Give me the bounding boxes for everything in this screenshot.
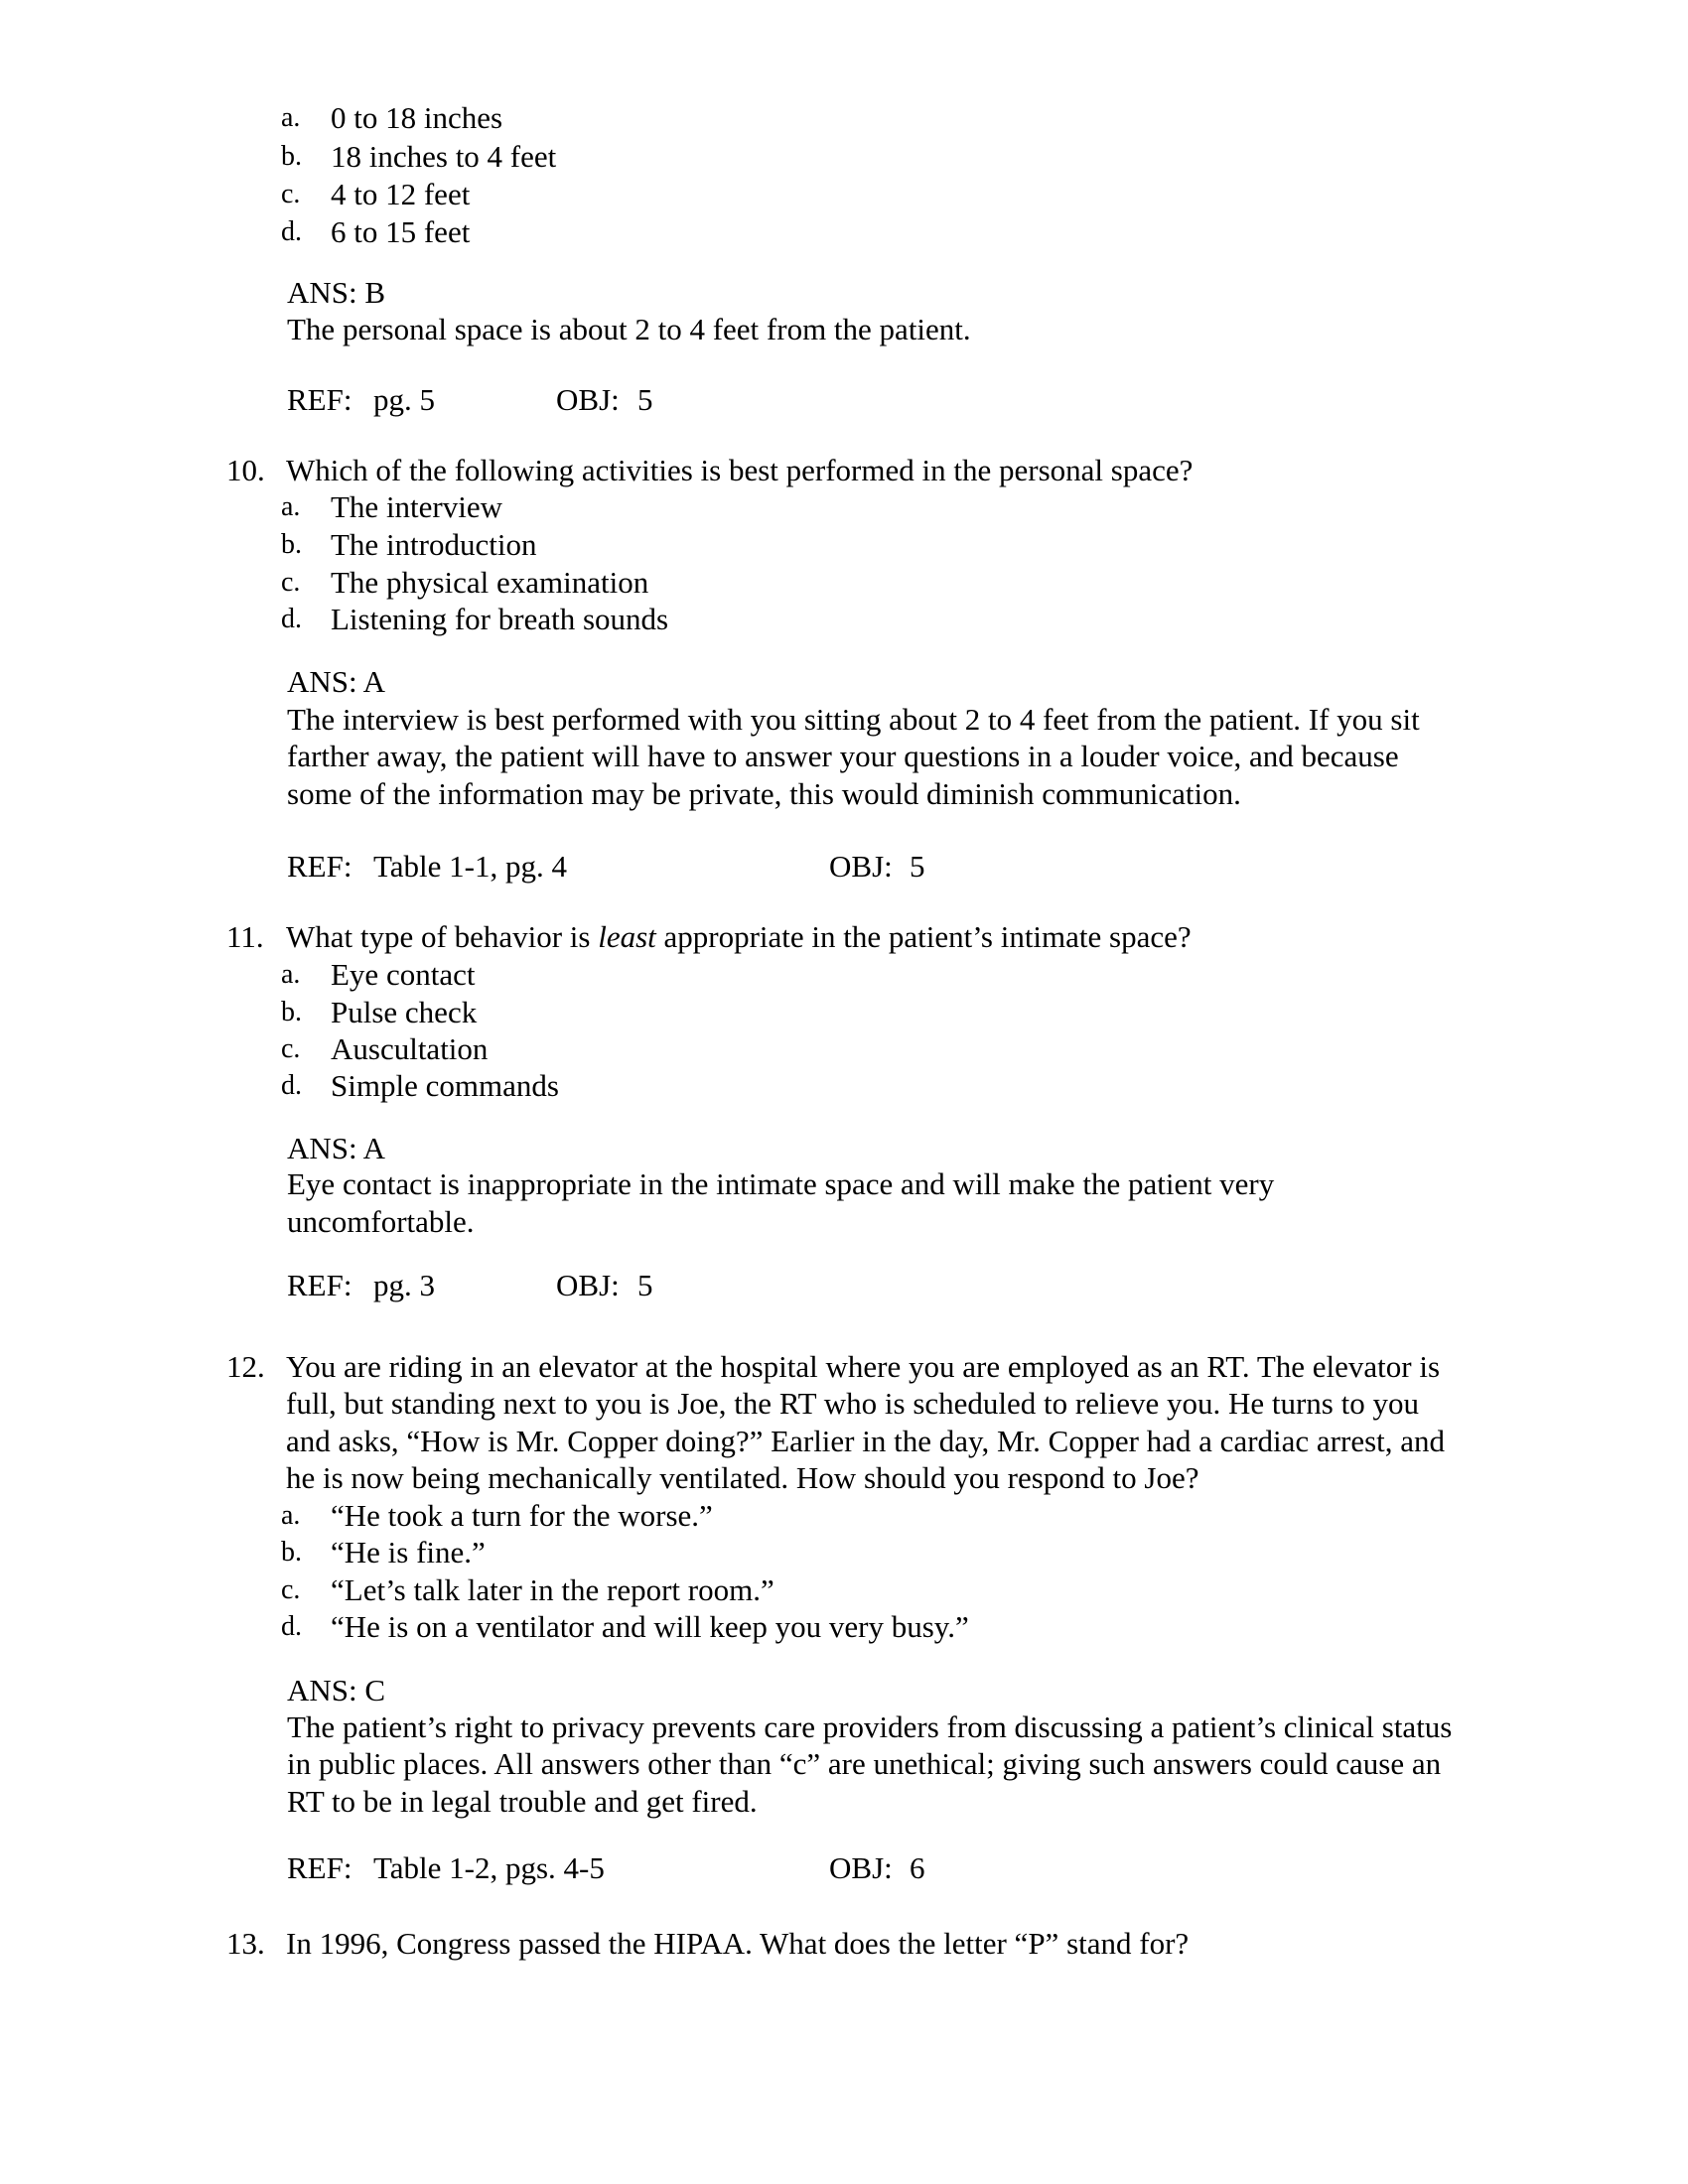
option-letter: d. (281, 1611, 302, 1642)
answer-explanation: The interview is best performed with you sitting about 2 to 4 feet from the patient. If you sit (287, 702, 1420, 737)
option-letter: a. (281, 102, 301, 133)
ref-value: Table 1-1, pg. 4 (373, 849, 567, 884)
option-text: Pulse check (331, 995, 478, 1029)
answer-key: ANS: A (287, 1131, 386, 1165)
option-letter: b. (281, 529, 302, 560)
obj-label: OBJ: (556, 1268, 620, 1302)
answer-explanation: The personal space is about 2 to 4 feet from the patient. (287, 312, 971, 346)
ref-label: REF: (287, 1268, 352, 1302)
ref-label: REF: (287, 382, 352, 417)
option-text: “He took a turn for the worse.” (331, 1498, 713, 1533)
option-text: “Let’s talk later in the report room.” (331, 1572, 774, 1607)
option-letter: c. (281, 1574, 301, 1605)
option-letter: a. (281, 491, 301, 522)
answer-explanation: some of the information may be private, this would diminish communication. (287, 776, 1241, 811)
option-text: “He is fine.” (331, 1535, 486, 1570)
obj-value: 5 (637, 1268, 653, 1302)
obj-label: OBJ: (556, 382, 620, 417)
question-number: 10. (226, 453, 265, 487)
option-text: Eye contact (331, 957, 476, 992)
question-stem: and asks, “How is Mr. Copper doing?” Earlier in the day, Mr. Copper had a cardiac arrest, and (286, 1424, 1446, 1458)
answer-key: ANS: A (287, 664, 386, 699)
obj-label: OBJ: (829, 1850, 893, 1885)
question-number: 13. (226, 1926, 265, 1961)
ref-value: pg. 3 (373, 1268, 435, 1302)
option-letter: d. (281, 216, 302, 247)
option-letter: c. (281, 1033, 301, 1064)
answer-key: ANS: C (287, 1673, 386, 1707)
obj-value: 5 (637, 382, 653, 417)
answer-explanation: The patient’s right to privacy prevents care providers from discussing a patient’s clinical status (287, 1709, 1453, 1744)
question-number: 12. (226, 1349, 265, 1384)
answer-explanation: in public places. All answers other than “c” are unethical; giving such answers could cause an (287, 1746, 1442, 1781)
answer-key: ANS: B (287, 275, 386, 310)
question-stem: In 1996, Congress passed the HIPAA. What does the letter “P” stand for? (286, 1926, 1190, 1961)
option-letter: b. (281, 141, 302, 172)
obj-label: OBJ: (829, 849, 893, 884)
option-text: The interview (331, 489, 503, 524)
option-text: 18 inches to 4 feet (331, 139, 557, 174)
option-letter: c. (281, 179, 301, 209)
option-text: Listening for breath sounds (331, 602, 669, 636)
ref-value: Table 1-2, pgs. 4-5 (373, 1850, 605, 1885)
question-stem: You are riding in an elevator at the hospital where you are employed as an RT. The elevator is (286, 1349, 1441, 1384)
question-stem-emphasis: least (598, 919, 656, 954)
question-stem-part: What type of behavior is (286, 919, 599, 954)
obj-value: 6 (910, 1850, 925, 1885)
answer-explanation: uncomfortable. (287, 1204, 475, 1239)
question-stem: full, but standing next to you is Joe, the RT who is scheduled to relieve you. He turns to you (286, 1386, 1419, 1421)
option-letter: d. (281, 604, 302, 634)
option-letter: b. (281, 997, 302, 1027)
obj-value: 5 (910, 849, 925, 884)
option-text: Simple commands (331, 1068, 559, 1103)
option-text: 6 to 15 feet (331, 214, 471, 249)
answer-explanation: RT to be in legal trouble and get fired. (287, 1784, 758, 1819)
answer-explanation: Eye contact is inappropriate in the intimate space and will make the patient very (287, 1166, 1275, 1201)
question-stem: Which of the following activities is best performed in the personal space? (286, 453, 1194, 487)
option-letter: c. (281, 567, 301, 598)
option-text: 0 to 18 inches (331, 100, 503, 135)
option-letter: d. (281, 1070, 302, 1101)
ref-label: REF: (287, 849, 352, 884)
option-text: Auscultation (331, 1031, 489, 1066)
question-stem-part: appropriate in the patient’s intimate space? (655, 919, 1192, 954)
option-text: The introduction (331, 527, 537, 562)
option-text: The physical examination (331, 565, 649, 600)
option-text: 4 to 12 feet (331, 177, 471, 211)
option-letter: a. (281, 959, 301, 990)
question-number: 11. (226, 919, 264, 954)
ref-value: pg. 5 (373, 382, 435, 417)
question-stem: he is now being mechanically ventilated. How should you respond to Joe? (286, 1460, 1199, 1495)
option-letter: a. (281, 1500, 301, 1531)
option-letter: b. (281, 1537, 302, 1568)
ref-label: REF: (287, 1850, 352, 1885)
option-text: “He is on a ventilator and will keep you very busy.” (331, 1609, 969, 1644)
answer-explanation: farther away, the patient will have to answer your questions in a louder voice, and because (287, 739, 1399, 773)
question-stem (286, 921, 1192, 952)
